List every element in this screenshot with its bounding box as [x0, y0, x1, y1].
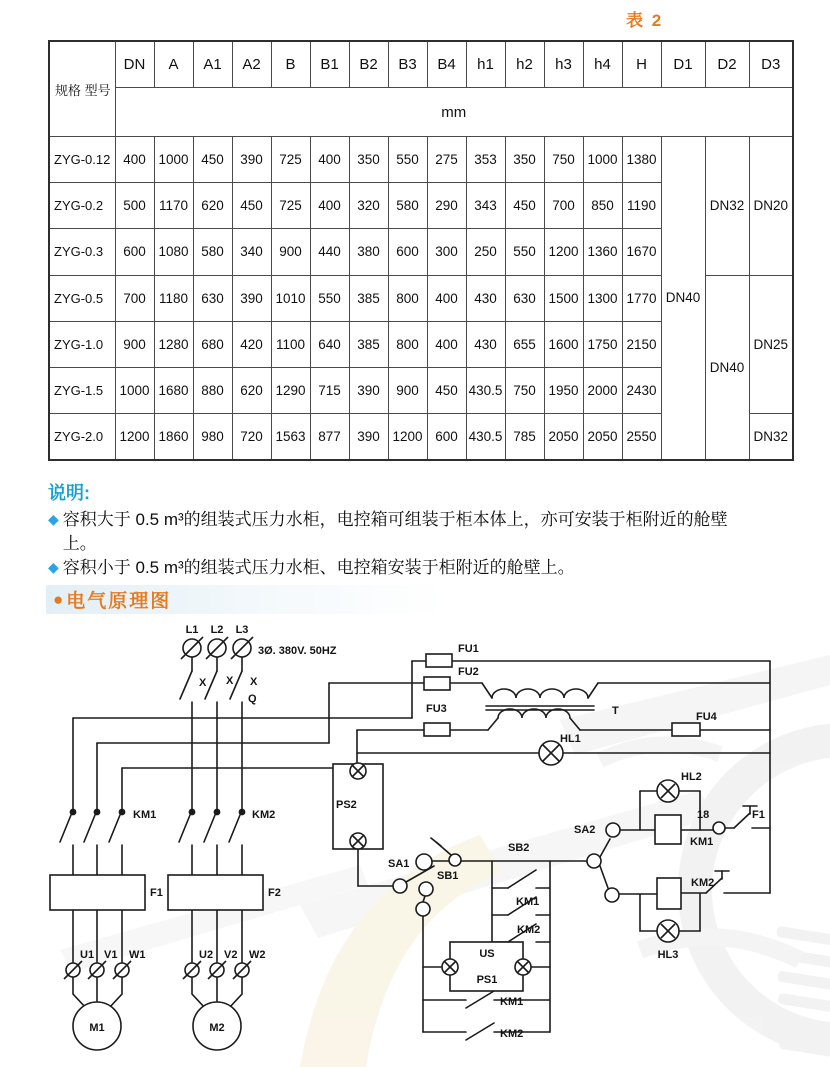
fuse-fu1-icon — [426, 654, 452, 667]
thermal-relay-f2-box — [168, 875, 263, 910]
value-cell: 600 — [388, 229, 427, 275]
model-cell: ZYG-0.3 — [49, 229, 115, 275]
value-cell: 720 — [232, 414, 271, 460]
schematic-label-f2-relay: F2 — [268, 887, 281, 899]
value-cell: 620 — [232, 367, 271, 413]
value-cell: 1563 — [271, 414, 310, 460]
value-cell: 275 — [427, 137, 466, 183]
value-cell: 715 — [310, 367, 349, 413]
value-cell: 385 — [349, 275, 388, 321]
header-row — [49, 41, 793, 88]
schematic-label-wire-18: 18 — [697, 809, 710, 821]
schematic-label-v2: V2 — [224, 949, 238, 961]
schematic-label-w1: W1 — [129, 949, 146, 961]
schematic-label-ps1: PS1 — [476, 974, 498, 986]
value-cell: 550 — [505, 229, 544, 275]
value-cell: 390 — [232, 137, 271, 183]
bullet-diamond-icon: ◆ — [48, 559, 59, 576]
value-cell: 2430 — [622, 367, 661, 413]
value-cell: 353 — [466, 137, 505, 183]
column-header-A: A — [154, 41, 193, 88]
value-cell: 580 — [193, 229, 232, 275]
value-cell: 850 — [583, 183, 622, 229]
lamp-hl3-icon — [657, 920, 679, 942]
value-cell: 725 — [271, 183, 310, 229]
value-cell: 1670 — [622, 229, 661, 275]
value-cell: 550 — [388, 137, 427, 183]
column-header-B2: B2 — [349, 41, 388, 88]
schematic-label-fu4: FU4 — [696, 711, 717, 723]
value-cell: 2150 — [622, 321, 661, 367]
schematic-label-fu3: FU3 — [426, 703, 447, 715]
value-cell: 1770 — [622, 275, 661, 321]
value-cell: 380 — [349, 229, 388, 275]
column-header-h1: h1 — [466, 41, 505, 88]
d3-cell: DN32 — [749, 414, 793, 460]
column-header-A1: A1 — [193, 41, 232, 88]
value-cell: 600 — [427, 414, 466, 460]
schematic-label-u1: U1 — [80, 949, 95, 961]
value-cell: 450 — [427, 367, 466, 413]
value-cell: 700 — [544, 183, 583, 229]
value-cell: 2000 — [583, 367, 622, 413]
value-cell: 1290 — [271, 367, 310, 413]
value-cell: 1000 — [583, 137, 622, 183]
column-header-H: H — [622, 41, 661, 88]
value-cell: 390 — [349, 414, 388, 460]
value-cell: 655 — [505, 321, 544, 367]
value-cell: 400 — [427, 321, 466, 367]
schematic-label-km2-main: KM2 — [252, 809, 276, 821]
value-cell: 630 — [505, 275, 544, 321]
value-cell: 1600 — [544, 321, 583, 367]
schematic-label-us: US — [479, 948, 495, 960]
section-title: 电气原理图 — [66, 591, 172, 612]
schematic-label-fu2: FU2 — [458, 666, 479, 678]
value-cell: 1280 — [154, 321, 193, 367]
value-cell: 1360 — [583, 229, 622, 275]
bullet-circle-icon: ● — [53, 590, 64, 609]
column-header-B: B — [271, 41, 310, 88]
value-cell: 640 — [310, 321, 349, 367]
value-cell: 1170 — [154, 183, 193, 229]
value-cell: 390 — [232, 275, 271, 321]
value-cell: 550 — [310, 275, 349, 321]
row-header-label: 规格 型号 — [49, 41, 115, 137]
model-cell: ZYG-1.5 — [49, 367, 115, 413]
phase-terminal-icons — [181, 637, 253, 659]
value-cell: 800 — [388, 321, 427, 367]
contactor-coil-km1 — [655, 815, 681, 844]
schematic-label-x3: X — [250, 676, 258, 688]
column-header-h4: h4 — [583, 41, 622, 88]
section-header-bar — [46, 585, 446, 614]
value-cell: 1300 — [583, 275, 622, 321]
schematic-label-phase-spec: 3Ø. 380V. 50HZ — [258, 645, 337, 657]
value-cell: 290 — [427, 183, 466, 229]
model-cell: ZYG-0.2 — [49, 183, 115, 229]
value-cell: 900 — [388, 367, 427, 413]
value-cell: 1380 — [622, 137, 661, 183]
schematic-label-sb1: SB1 — [437, 870, 459, 882]
model-cell: ZYG-0.5 — [49, 275, 115, 321]
schematic-label-sb2: SB2 — [508, 842, 530, 854]
table-row-ZYG-0.12 — [49, 137, 793, 183]
notes-heading: 说明: — [48, 483, 90, 503]
value-cell: 430 — [466, 275, 505, 321]
value-cell: 877 — [310, 414, 349, 460]
value-cell: 400 — [310, 183, 349, 229]
schematic-label-m1: M1 — [89, 1022, 105, 1034]
value-cell: 400 — [427, 275, 466, 321]
fuse-fu3-icon — [424, 723, 450, 736]
schematic-label-hl2: HL2 — [681, 771, 702, 783]
value-cell: 440 — [310, 229, 349, 275]
value-cell: 500 — [115, 183, 154, 229]
column-header-B3: B3 — [388, 41, 427, 88]
value-cell: 1500 — [544, 275, 583, 321]
value-cell: 350 — [349, 137, 388, 183]
schematic-label-km2-aux: KM2 — [517, 924, 541, 936]
value-cell: 385 — [349, 321, 388, 367]
fuse-fu2-icon — [424, 677, 450, 690]
value-cell: 320 — [349, 183, 388, 229]
schematic-label-km1-coil: KM1 — [690, 836, 714, 848]
schematic-label-ps2: PS2 — [336, 799, 357, 811]
value-cell: 980 — [193, 414, 232, 460]
contact-dot-icons — [70, 809, 246, 816]
table-caption: 表 2 — [626, 11, 664, 30]
value-cell: 343 — [466, 183, 505, 229]
value-cell: 1950 — [544, 367, 583, 413]
value-cell: 1180 — [154, 275, 193, 321]
value-cell: 750 — [544, 137, 583, 183]
value-cell: 750 — [505, 367, 544, 413]
column-header-A2: A2 — [232, 41, 271, 88]
note-item-1 — [48, 508, 760, 556]
schematic-label-km1-aux: KM1 — [516, 896, 540, 908]
value-cell: 1200 — [388, 414, 427, 460]
schematic-label-km1-btm: KM1 — [500, 996, 524, 1008]
column-header-DN: DN — [115, 41, 154, 88]
schematic-label-f1-nc: F1 — [752, 809, 765, 821]
value-cell: 430.5 — [466, 367, 505, 413]
value-cell: 300 — [427, 229, 466, 275]
column-header-D2: D2 — [705, 41, 749, 88]
d3-cell: DN20 — [749, 137, 793, 276]
unit-row — [49, 88, 793, 137]
schematic-label-hl1: HL1 — [560, 733, 581, 745]
d1-cell: DN40 — [661, 137, 705, 460]
schematic-label-l2: L2 — [210, 624, 224, 636]
value-cell: 1000 — [154, 137, 193, 183]
value-cell: 2550 — [622, 414, 661, 460]
model-cell: ZYG-0.12 — [49, 137, 115, 183]
schematic-label-x1: X — [199, 677, 207, 689]
column-header-D1: D1 — [661, 41, 705, 88]
column-header-h2: h2 — [505, 41, 544, 88]
schematic-label-t: T — [612, 705, 619, 717]
schematic-label-km2-coil: KM2 — [691, 877, 715, 889]
schematic-label-km1-main: KM1 — [133, 809, 157, 821]
note-text-2: 容积小于 0.5 m³的组装式压力水柜、电控箱安装于柜附近的舱壁上。 — [62, 558, 575, 578]
spec-table-head — [49, 41, 793, 137]
schematic-label-l1: L1 — [185, 624, 199, 636]
value-cell: 800 — [388, 275, 427, 321]
schematic-label-f1-relay: F1 — [150, 887, 163, 899]
value-cell: 630 — [193, 275, 232, 321]
value-cell: 450 — [232, 183, 271, 229]
value-cell: 900 — [115, 321, 154, 367]
schematic-label-fu1: FU1 — [458, 643, 479, 655]
value-cell: 1010 — [271, 275, 310, 321]
column-header-D3: D3 — [749, 41, 793, 88]
value-cell: 1750 — [583, 321, 622, 367]
thermal-relay-f1-box — [50, 875, 145, 910]
note-item-2 — [48, 556, 760, 580]
lamp-hl2-icon — [657, 780, 679, 802]
value-cell: 450 — [505, 183, 544, 229]
value-cell: 1190 — [622, 183, 661, 229]
value-cell: 620 — [193, 183, 232, 229]
value-cell: 1080 — [154, 229, 193, 275]
schematic-label-sa2: SA2 — [574, 824, 596, 836]
schematic-label-v1: V1 — [104, 949, 118, 961]
schematic-label-x2: X — [226, 675, 234, 687]
value-cell: 1000 — [115, 367, 154, 413]
value-cell: 250 — [466, 229, 505, 275]
value-cell: 880 — [193, 367, 232, 413]
value-cell: 420 — [232, 321, 271, 367]
value-cell: 725 — [271, 137, 310, 183]
value-cell: 785 — [505, 414, 544, 460]
d3-cell: DN25 — [749, 275, 793, 414]
value-cell: 350 — [505, 137, 544, 183]
contactor-coil-km2 — [657, 878, 681, 909]
column-header-B1: B1 — [310, 41, 349, 88]
column-header-B4: B4 — [427, 41, 466, 88]
electrical-schematic — [0, 612, 830, 1067]
value-cell: 580 — [388, 183, 427, 229]
value-cell: 400 — [310, 137, 349, 183]
value-cell: 430.5 — [466, 414, 505, 460]
value-cell: 450 — [193, 137, 232, 183]
value-cell: 1680 — [154, 367, 193, 413]
schematic-label-km2-btm: KM2 — [500, 1028, 524, 1040]
schematic-label-l3: L3 — [235, 624, 249, 636]
notes-section — [48, 479, 760, 580]
schematic-label-m2: M2 — [209, 1022, 225, 1034]
unit-cell: mm — [115, 88, 793, 137]
value-cell: 2050 — [583, 414, 622, 460]
value-cell: 1200 — [115, 414, 154, 460]
value-cell: 340 — [232, 229, 271, 275]
schematic-label-sa1: SA1 — [388, 858, 410, 870]
value-cell: 700 — [115, 275, 154, 321]
spec-table — [48, 40, 794, 461]
value-cell: 900 — [271, 229, 310, 275]
note-text-1: 容积大于 0.5 m³的组装式压力水柜，电控箱可组装于柜本体上，亦可安装于柜附近的舱壁上。 — [62, 510, 728, 554]
value-cell: 390 — [349, 367, 388, 413]
fuse-fu4-icon — [672, 723, 700, 736]
value-cell: 1860 — [154, 414, 193, 460]
value-cell: 680 — [193, 321, 232, 367]
column-header-h3: h3 — [544, 41, 583, 88]
value-cell: 2050 — [544, 414, 583, 460]
bullet-diamond-icon: ◆ — [48, 511, 59, 527]
d2-cell: DN40 — [705, 275, 749, 460]
d2-cell: DN32 — [705, 137, 749, 276]
value-cell: 600 — [115, 229, 154, 275]
schematic-label-hl3: HL3 — [657, 949, 679, 961]
spec-table-body — [49, 137, 793, 460]
schematic-label-q: Q — [248, 693, 257, 705]
model-cell: ZYG-1.0 — [49, 321, 115, 367]
value-cell: 1200 — [544, 229, 583, 275]
value-cell: 400 — [115, 137, 154, 183]
model-cell: ZYG-2.0 — [49, 414, 115, 460]
value-cell: 430 — [466, 321, 505, 367]
value-cell: 1100 — [271, 321, 310, 367]
schematic-label-w2: W2 — [249, 949, 266, 961]
schematic-label-u2: U2 — [199, 949, 214, 961]
